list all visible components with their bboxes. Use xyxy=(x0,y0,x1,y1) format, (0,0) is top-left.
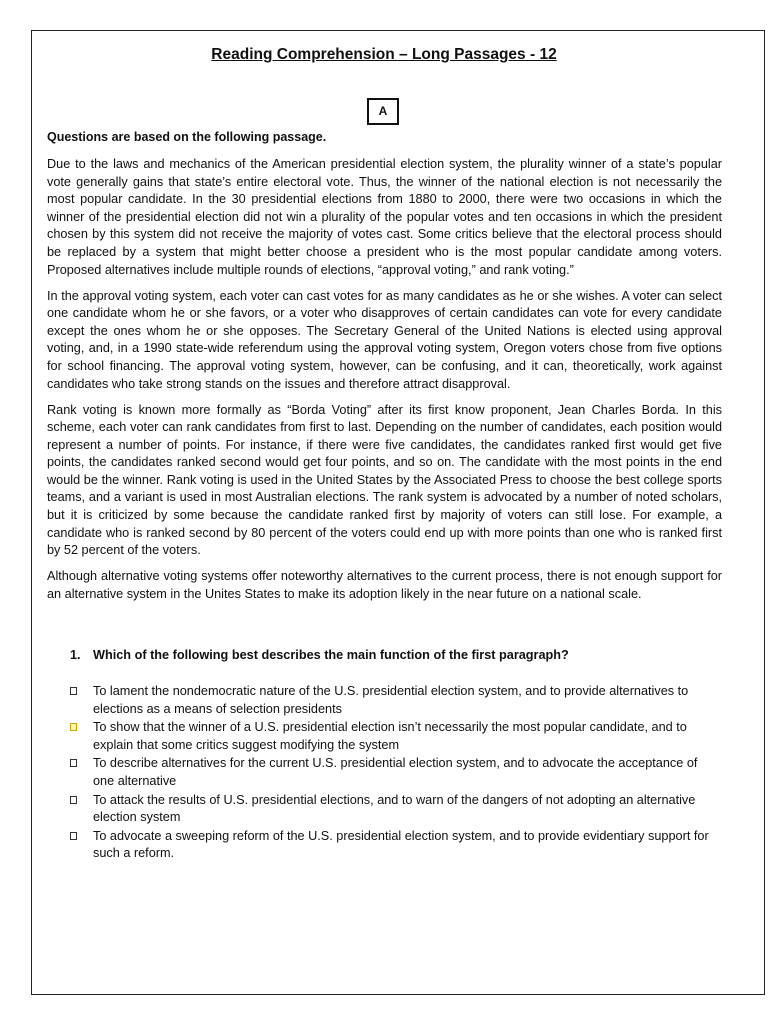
checkbox-icon[interactable] xyxy=(70,796,77,804)
passage xyxy=(47,156,722,612)
checkbox-icon[interactable] xyxy=(70,759,77,767)
passage-paragraph-2: In the approval voting system, each voter can cast votes for as many candidates as he or she wishes. A voter can select one candidate whom he or she favors, or a voter who disapproves of certain candidates can vote for every candidate except the ones whom he or she opposes. The Secretary General of the United Nations is elected using approval voting, and, in a 1990 state-wide referendum using the approval voting system, Oregon voters chose from five options for school financing. The approval voting system, however, can be confusing, and it can, theoretically, work against candidates who take strong stands on the issues and therefore attract disapproval. xyxy=(47,288,722,391)
answer-option-text: To attack the results of U.S. presidential elections, and to warn of the dangers of not adopting an alternative election system xyxy=(93,792,696,825)
answer-option-5[interactable] xyxy=(70,828,722,863)
answer-option-text: To describe alternatives for the current U.S. presidential election system, and to advocate the acceptance of one alternative xyxy=(93,756,698,788)
checkbox-selected-icon[interactable] xyxy=(70,723,77,731)
question-number: 1. xyxy=(70,648,81,662)
question-1 xyxy=(70,648,730,662)
answer-option-3[interactable] xyxy=(70,755,722,790)
answer-option-text: To lament the nondemocratic nature of the U.S. presidential election system, and to provide alternatives to elections as a means of selection presidents xyxy=(93,684,689,716)
checkbox-icon[interactable] xyxy=(70,832,77,840)
answer-option-2[interactable] xyxy=(70,719,722,754)
passage-intro: Questions are based on the following passage. xyxy=(47,130,327,144)
answer-option-text: To advocate a sweeping reform of the U.S. presidential election system, and to provide evidentiary support for such a reform. xyxy=(93,828,709,861)
answer-options xyxy=(70,683,722,864)
question-text: Which of the following best describes the main function of the first paragraph? xyxy=(93,648,569,662)
passage-paragraph-3: Rank voting is known more formally as “Borda Voting” after its first know proponent, Jean Charles Borda. In this scheme, each voter can rank candidates from first to last. Depending on the number of candidates, each position would represent a number of points. For instance, if there were five candidates, the candidates ranked first would get five points, the candidates ranked second would get four points, and so on. The candidate with the most points in the end would be the winner. Rank voting is used in the United States by the Associated Press to choose the best college sports teams, and a variant is used in most Australian elections. The rank system is advocated by a number of noted scholars, but it is criticized by some because the candidate ranked first by majority of voters can still lose. For example, a candidate who is ranked second by 80 percent of the voters could end up with more points than one who is ranked first by 52 percent of the voters. xyxy=(47,402,722,558)
checkbox-icon[interactable] xyxy=(70,687,77,695)
answer-option-1[interactable] xyxy=(70,683,722,718)
page-title: Reading Comprehension – Long Passages - 12 xyxy=(211,46,557,63)
answer-option-4[interactable] xyxy=(70,792,722,827)
answer-option-text: To show that the winner of a U.S. presidential election isn’t necessarily the most popular candidate, and to explain that some critics suggest modifying the system xyxy=(93,720,687,752)
passage-paragraph-1: Due to the laws and mechanics of the American presidential election system, the plurality winner of a state’s popular vote generally gains that state’s entire electoral vote. Thus, the winner of the national election is not necessarily the most popular candidate. In the 30 presidential elections from 1880 to 2000, there were two occasions in which the winner of the presidential election did not win a plurality of the popular votes and ten occasions in which the president chosen by this system did not receive the majority of votes cast. Some critics believe that the electoral process should be replaced by a system that might better choose a president who is the most popular candidate among voters. Proposed alternatives include multiple rounds of elections, “approval voting,” and rank voting.” xyxy=(47,157,722,277)
passage-paragraph-4: Although alternative voting systems offer noteworthy alternatives to the current process, there is not enough support for an alternative system in the Unites States to make its adoption likely in the near future on a national scale. xyxy=(47,569,722,601)
passage-label-box: A xyxy=(367,98,399,125)
